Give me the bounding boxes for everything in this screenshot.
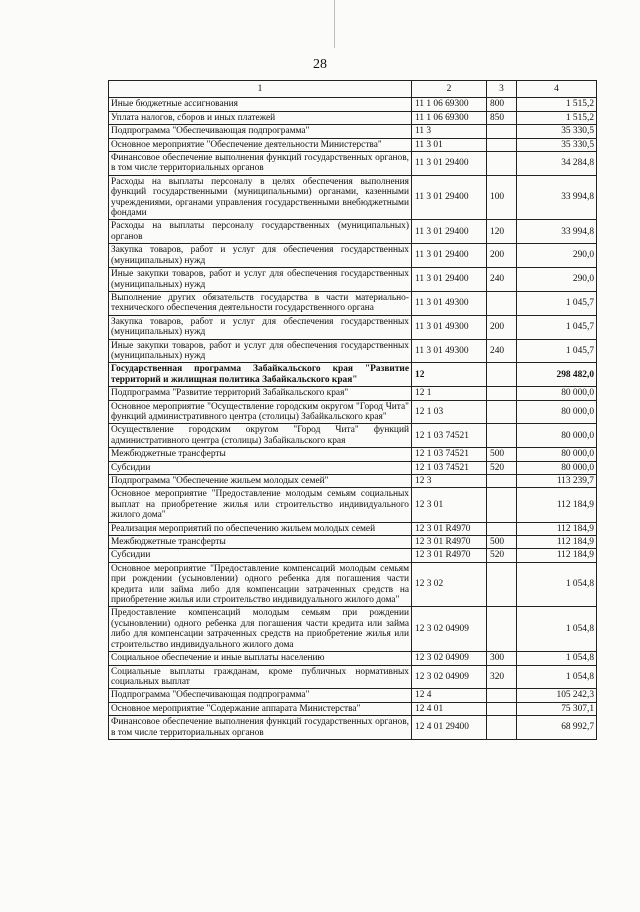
row-amount: 112 184,9 bbox=[517, 549, 597, 562]
row-expense-type: 320 bbox=[487, 665, 517, 689]
table-header-row bbox=[109, 81, 597, 98]
row-expense-type: 520 bbox=[487, 461, 517, 474]
row-amount: 1 045,7 bbox=[517, 315, 597, 339]
row-name: Основное мероприятие "Содержание аппарата Министерства" bbox=[109, 702, 412, 715]
row-expense-type: 850 bbox=[487, 111, 517, 124]
table-row bbox=[109, 522, 597, 535]
row-name: Финансовое обеспечение выполнения функций государственных органов, в том числе территориальных органов bbox=[109, 152, 412, 176]
row-amount: 33 994,8 bbox=[517, 175, 597, 220]
table-row bbox=[109, 665, 597, 689]
row-amount: 80 000,0 bbox=[517, 448, 597, 461]
table-row bbox=[109, 461, 597, 474]
row-name: Предоставление компенсаций молодым семьям при рождении (усыновлении) одного ребенка для погашения части кредита или займа либо для компенсации затраченных средств на приобретение жилья или строительство индивидуального жилого дома bbox=[109, 607, 412, 652]
table-row bbox=[109, 291, 597, 315]
table-row bbox=[109, 175, 597, 220]
table-row bbox=[109, 339, 597, 363]
table-row bbox=[109, 111, 597, 124]
table-row bbox=[109, 716, 597, 740]
table-row bbox=[109, 536, 597, 549]
row-amount: 35 330,5 bbox=[517, 125, 597, 138]
row-name: Социальные выплаты гражданам, кроме публичных нормативных социальных выплат bbox=[109, 665, 412, 689]
table-row bbox=[109, 448, 597, 461]
row-amount: 290,0 bbox=[517, 268, 597, 292]
row-expense-type: 120 bbox=[487, 220, 517, 244]
header-col-4: 4 bbox=[517, 81, 597, 98]
row-amount: 1 054,8 bbox=[517, 665, 597, 689]
row-expense-type: 500 bbox=[487, 536, 517, 549]
row-expense-type bbox=[487, 400, 517, 424]
row-name: Иные закупки товаров, работ и услуг для обеспечения государственных (муниципальных) нужд bbox=[109, 268, 412, 292]
row-code: 12 4 bbox=[412, 689, 487, 702]
row-code: 11 3 01 49300 bbox=[412, 315, 487, 339]
row-name: Уплата налогов, сборов и иных платежей bbox=[109, 111, 412, 124]
table-row bbox=[109, 244, 597, 268]
row-name: Подпрограмма "Обеспечивающая подпрограмма" bbox=[109, 689, 412, 702]
row-amount: 80 000,0 bbox=[517, 387, 597, 400]
row-amount: 1 054,8 bbox=[517, 607, 597, 652]
row-name: Социальное обеспечение и иные выплаты населению bbox=[109, 652, 412, 665]
table-row bbox=[109, 138, 597, 151]
row-amount: 112 184,9 bbox=[517, 488, 597, 522]
row-name: Основное мероприятие "Осуществление городским округом "Город Чита" функций административного центра (столицы) Забайкальского края" bbox=[109, 400, 412, 424]
row-amount: 298 482,0 bbox=[517, 363, 597, 387]
row-code: 12 3 01 R4970 bbox=[412, 549, 487, 562]
binding-mark bbox=[334, 0, 335, 48]
row-name: Реализация мероприятий по обеспечению жильем молодых семей bbox=[109, 522, 412, 535]
table-row bbox=[109, 562, 597, 607]
table-row bbox=[109, 400, 597, 424]
row-expense-type bbox=[487, 152, 517, 176]
header-col-3: 3 bbox=[487, 81, 517, 98]
row-amount: 35 330,5 bbox=[517, 138, 597, 151]
row-expense-type bbox=[487, 607, 517, 652]
row-amount: 1 054,8 bbox=[517, 652, 597, 665]
row-code: 12 1 03 bbox=[412, 400, 487, 424]
table-row bbox=[109, 363, 597, 387]
row-name: Выполнение других обязательств государства в части материально-технического обеспечения деятельности государственного органа bbox=[109, 291, 412, 315]
row-name: Межбюджетные трансферты bbox=[109, 448, 412, 461]
row-name: Закупка товаров, работ и услуг для обеспечения государственных (муниципальных) нужд bbox=[109, 315, 412, 339]
row-expense-type bbox=[487, 488, 517, 522]
row-amount: 80 000,0 bbox=[517, 424, 597, 448]
row-amount: 1 054,8 bbox=[517, 562, 597, 607]
table-row bbox=[109, 689, 597, 702]
row-name: Иные закупки товаров, работ и услуг для обеспечения государственных (муниципальных) нужд bbox=[109, 339, 412, 363]
row-code: 12 3 02 04909 bbox=[412, 652, 487, 665]
row-name: Подпрограмма "Развитие территорий Забайкальского края" bbox=[109, 387, 412, 400]
row-expense-type bbox=[487, 475, 517, 488]
row-code: 12 1 03 74521 bbox=[412, 424, 487, 448]
row-amount: 105 242,3 bbox=[517, 689, 597, 702]
row-expense-type: 800 bbox=[487, 98, 517, 111]
row-amount: 113 239,7 bbox=[517, 475, 597, 488]
header-col-2: 2 bbox=[412, 81, 487, 98]
row-name: Расходы на выплаты персоналу государственных (муниципальных) органов bbox=[109, 220, 412, 244]
row-amount: 1 515,2 bbox=[517, 111, 597, 124]
row-name: Основное мероприятие "Предоставление молодым семьям социальных выплат на приобретение жилья или строительство индивидуального жилого дома" bbox=[109, 488, 412, 522]
row-amount: 80 000,0 bbox=[517, 461, 597, 474]
table-row bbox=[109, 702, 597, 715]
page-number: 28 bbox=[313, 57, 327, 72]
row-name: Осуществление городским округом "Город Чита" функций административного центра (столицы) Забайкальского края bbox=[109, 424, 412, 448]
row-expense-type bbox=[487, 689, 517, 702]
row-code: 11 1 06 69300 bbox=[412, 98, 487, 111]
row-expense-type bbox=[487, 522, 517, 535]
row-expense-type: 500 bbox=[487, 448, 517, 461]
row-name: Расходы на выплаты персоналу в целях обеспечения выполнения функций государственными (муниципальными) органами, казенными учреждениями, органами управления государственными внебюджетными фондами bbox=[109, 175, 412, 220]
row-code: 11 3 01 29400 bbox=[412, 152, 487, 176]
table-row bbox=[109, 549, 597, 562]
row-code: 12 3 bbox=[412, 475, 487, 488]
row-expense-type: 200 bbox=[487, 244, 517, 268]
row-code: 12 3 01 R4970 bbox=[412, 522, 487, 535]
row-code: 11 3 01 49300 bbox=[412, 339, 487, 363]
row-code: 11 3 01 29400 bbox=[412, 244, 487, 268]
table-row bbox=[109, 424, 597, 448]
row-code: 12 3 02 bbox=[412, 562, 487, 607]
row-code: 12 3 02 04909 bbox=[412, 665, 487, 689]
row-code: 11 3 01 bbox=[412, 138, 487, 151]
row-code: 12 3 01 bbox=[412, 488, 487, 522]
row-amount: 68 992,7 bbox=[517, 716, 597, 740]
row-name: Государственная программа Забайкальского края "Развитие территорий и жилищная политика Забайкальского края" bbox=[109, 363, 412, 387]
row-name: Основное мероприятие "Предоставление компенсаций молодым семьям при рождении (усыновлении) одного ребенка для погашения части кредита или займа либо для компенсации затраченных средств на приобретение жилья или строительство индивидуального жилого дома" bbox=[109, 562, 412, 607]
row-expense-type bbox=[487, 138, 517, 151]
row-expense-type bbox=[487, 125, 517, 138]
row-name: Закупка товаров, работ и услуг для обеспечения государственных (муниципальных) нужд bbox=[109, 244, 412, 268]
header-col-1: 1 bbox=[109, 81, 412, 98]
row-expense-type bbox=[487, 702, 517, 715]
row-code: 12 1 bbox=[412, 387, 487, 400]
table-row bbox=[109, 387, 597, 400]
row-name: Подпрограмма "Обеспечивающая подпрограмма" bbox=[109, 125, 412, 138]
row-expense-type bbox=[487, 387, 517, 400]
row-expense-type: 100 bbox=[487, 175, 517, 220]
table-row bbox=[109, 152, 597, 176]
row-expense-type bbox=[487, 291, 517, 315]
row-code: 11 3 01 49300 bbox=[412, 291, 487, 315]
table-row bbox=[109, 488, 597, 522]
row-name: Иные бюджетные ассигнования bbox=[109, 98, 412, 111]
row-amount: 112 184,9 bbox=[517, 522, 597, 535]
row-name: Межбюджетные трансферты bbox=[109, 536, 412, 549]
row-amount: 75 307,1 bbox=[517, 702, 597, 715]
row-expense-type: 240 bbox=[487, 268, 517, 292]
row-expense-type bbox=[487, 716, 517, 740]
row-amount: 34 284,8 bbox=[517, 152, 597, 176]
row-amount: 80 000,0 bbox=[517, 400, 597, 424]
row-code: 12 1 03 74521 bbox=[412, 448, 487, 461]
row-expense-type bbox=[487, 424, 517, 448]
table-row bbox=[109, 315, 597, 339]
row-expense-type: 200 bbox=[487, 315, 517, 339]
row-amount: 290,0 bbox=[517, 244, 597, 268]
row-name: Подпрограмма "Обеспечение жильем молодых семей" bbox=[109, 475, 412, 488]
budget-table bbox=[108, 80, 597, 740]
row-amount: 112 184,9 bbox=[517, 536, 597, 549]
row-code: 12 3 01 R4970 bbox=[412, 536, 487, 549]
row-code: 11 3 01 29400 bbox=[412, 175, 487, 220]
row-code: 12 4 01 29400 bbox=[412, 716, 487, 740]
row-amount: 1 045,7 bbox=[517, 339, 597, 363]
row-expense-type bbox=[487, 562, 517, 607]
row-name: Субсидии bbox=[109, 549, 412, 562]
row-code: 11 3 01 29400 bbox=[412, 220, 487, 244]
row-amount: 1 045,7 bbox=[517, 291, 597, 315]
row-code: 12 3 02 04909 bbox=[412, 607, 487, 652]
table-row bbox=[109, 220, 597, 244]
row-expense-type: 240 bbox=[487, 339, 517, 363]
row-expense-type bbox=[487, 363, 517, 387]
row-name: Субсидии bbox=[109, 461, 412, 474]
table-row bbox=[109, 652, 597, 665]
table-row bbox=[109, 607, 597, 652]
row-code: 12 1 03 74521 bbox=[412, 461, 487, 474]
table-row bbox=[109, 475, 597, 488]
row-code: 11 3 bbox=[412, 125, 487, 138]
row-name: Финансовое обеспечение выполнения функций государственных органов, в том числе территориальных органов bbox=[109, 716, 412, 740]
table-row bbox=[109, 98, 597, 111]
row-code: 12 bbox=[412, 363, 487, 387]
table-row bbox=[109, 125, 597, 138]
row-expense-type: 520 bbox=[487, 549, 517, 562]
row-name: Основное мероприятие "Обеспечение деятельности Министерства" bbox=[109, 138, 412, 151]
row-amount: 33 994,8 bbox=[517, 220, 597, 244]
row-amount: 1 515,2 bbox=[517, 98, 597, 111]
row-code: 12 4 01 bbox=[412, 702, 487, 715]
row-expense-type: 300 bbox=[487, 652, 517, 665]
table-row bbox=[109, 268, 597, 292]
row-code: 11 1 06 69300 bbox=[412, 111, 487, 124]
row-code: 11 3 01 29400 bbox=[412, 268, 487, 292]
